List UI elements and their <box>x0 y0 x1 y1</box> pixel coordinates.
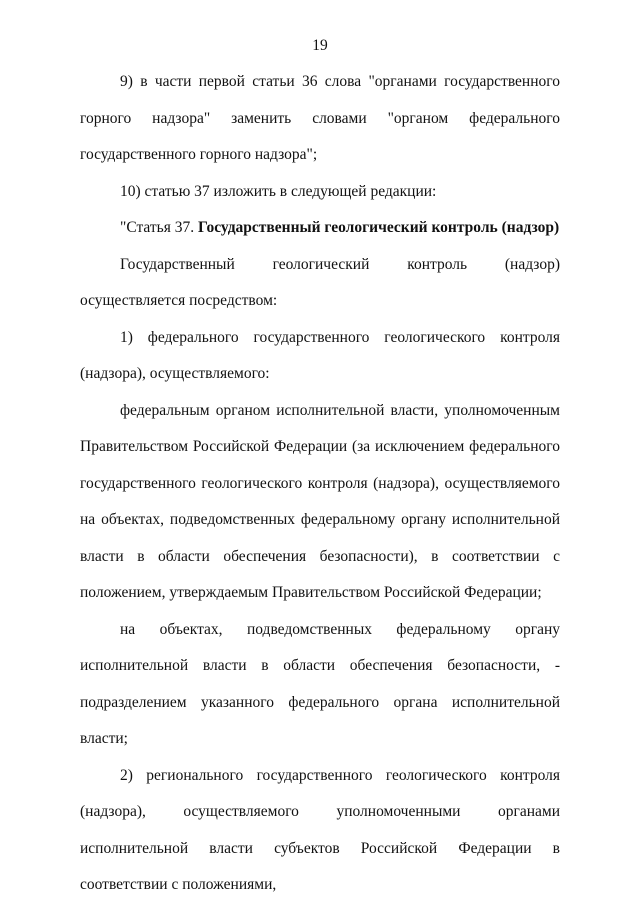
page-number: 19 <box>312 37 328 54</box>
paragraph-federal-authority: федеральным органом исполнительной власти, уполномоченным Правительством Российской Федерации (за исключением федерального государственного геологического контроля (надзора), осуществляемого на объектах, подведомственных федеральному органу исполнительной власти в области обеспечения безопасности), в соответствии с положением, утверждаемым Правительством Российской Федерации; <box>80 401 560 601</box>
paragraph-federal-control: 1) федерального государственного геологического контроля (надзора), осуществляемого: <box>80 328 560 382</box>
article-heading <box>80 210 560 247</box>
paragraph-item-9: 9) в части первой статьи 36 слова "органами государственного горного надзора" заменить словами "органом федерального государственного горного надзора"; <box>80 73 560 163</box>
paragraph-security-objects: на объектах, подведомственных федеральному органу исполнительной власти в области обеспечения безопасности, - подразделением указанного федерального органа исполнительной власти; <box>80 620 560 747</box>
paragraph-regional-control: 2) регионального государственного геологического контроля (надзора), осуществляемого уполномоченными органами исполнительной власти субъектов Российской Федерации в соответствии с положениями, <box>80 766 560 893</box>
article-number: "Статья 37. <box>120 219 198 236</box>
article-title: Государственный геологический контроль (надзор) <box>198 219 560 236</box>
paragraph-intro: Государственный геологический контроль (надзор) осуществляется посредством: <box>80 255 560 309</box>
paragraph-item-10: 10) статью 37 изложить в следующей редакции: <box>120 182 437 200</box>
document-body <box>80 64 560 904</box>
